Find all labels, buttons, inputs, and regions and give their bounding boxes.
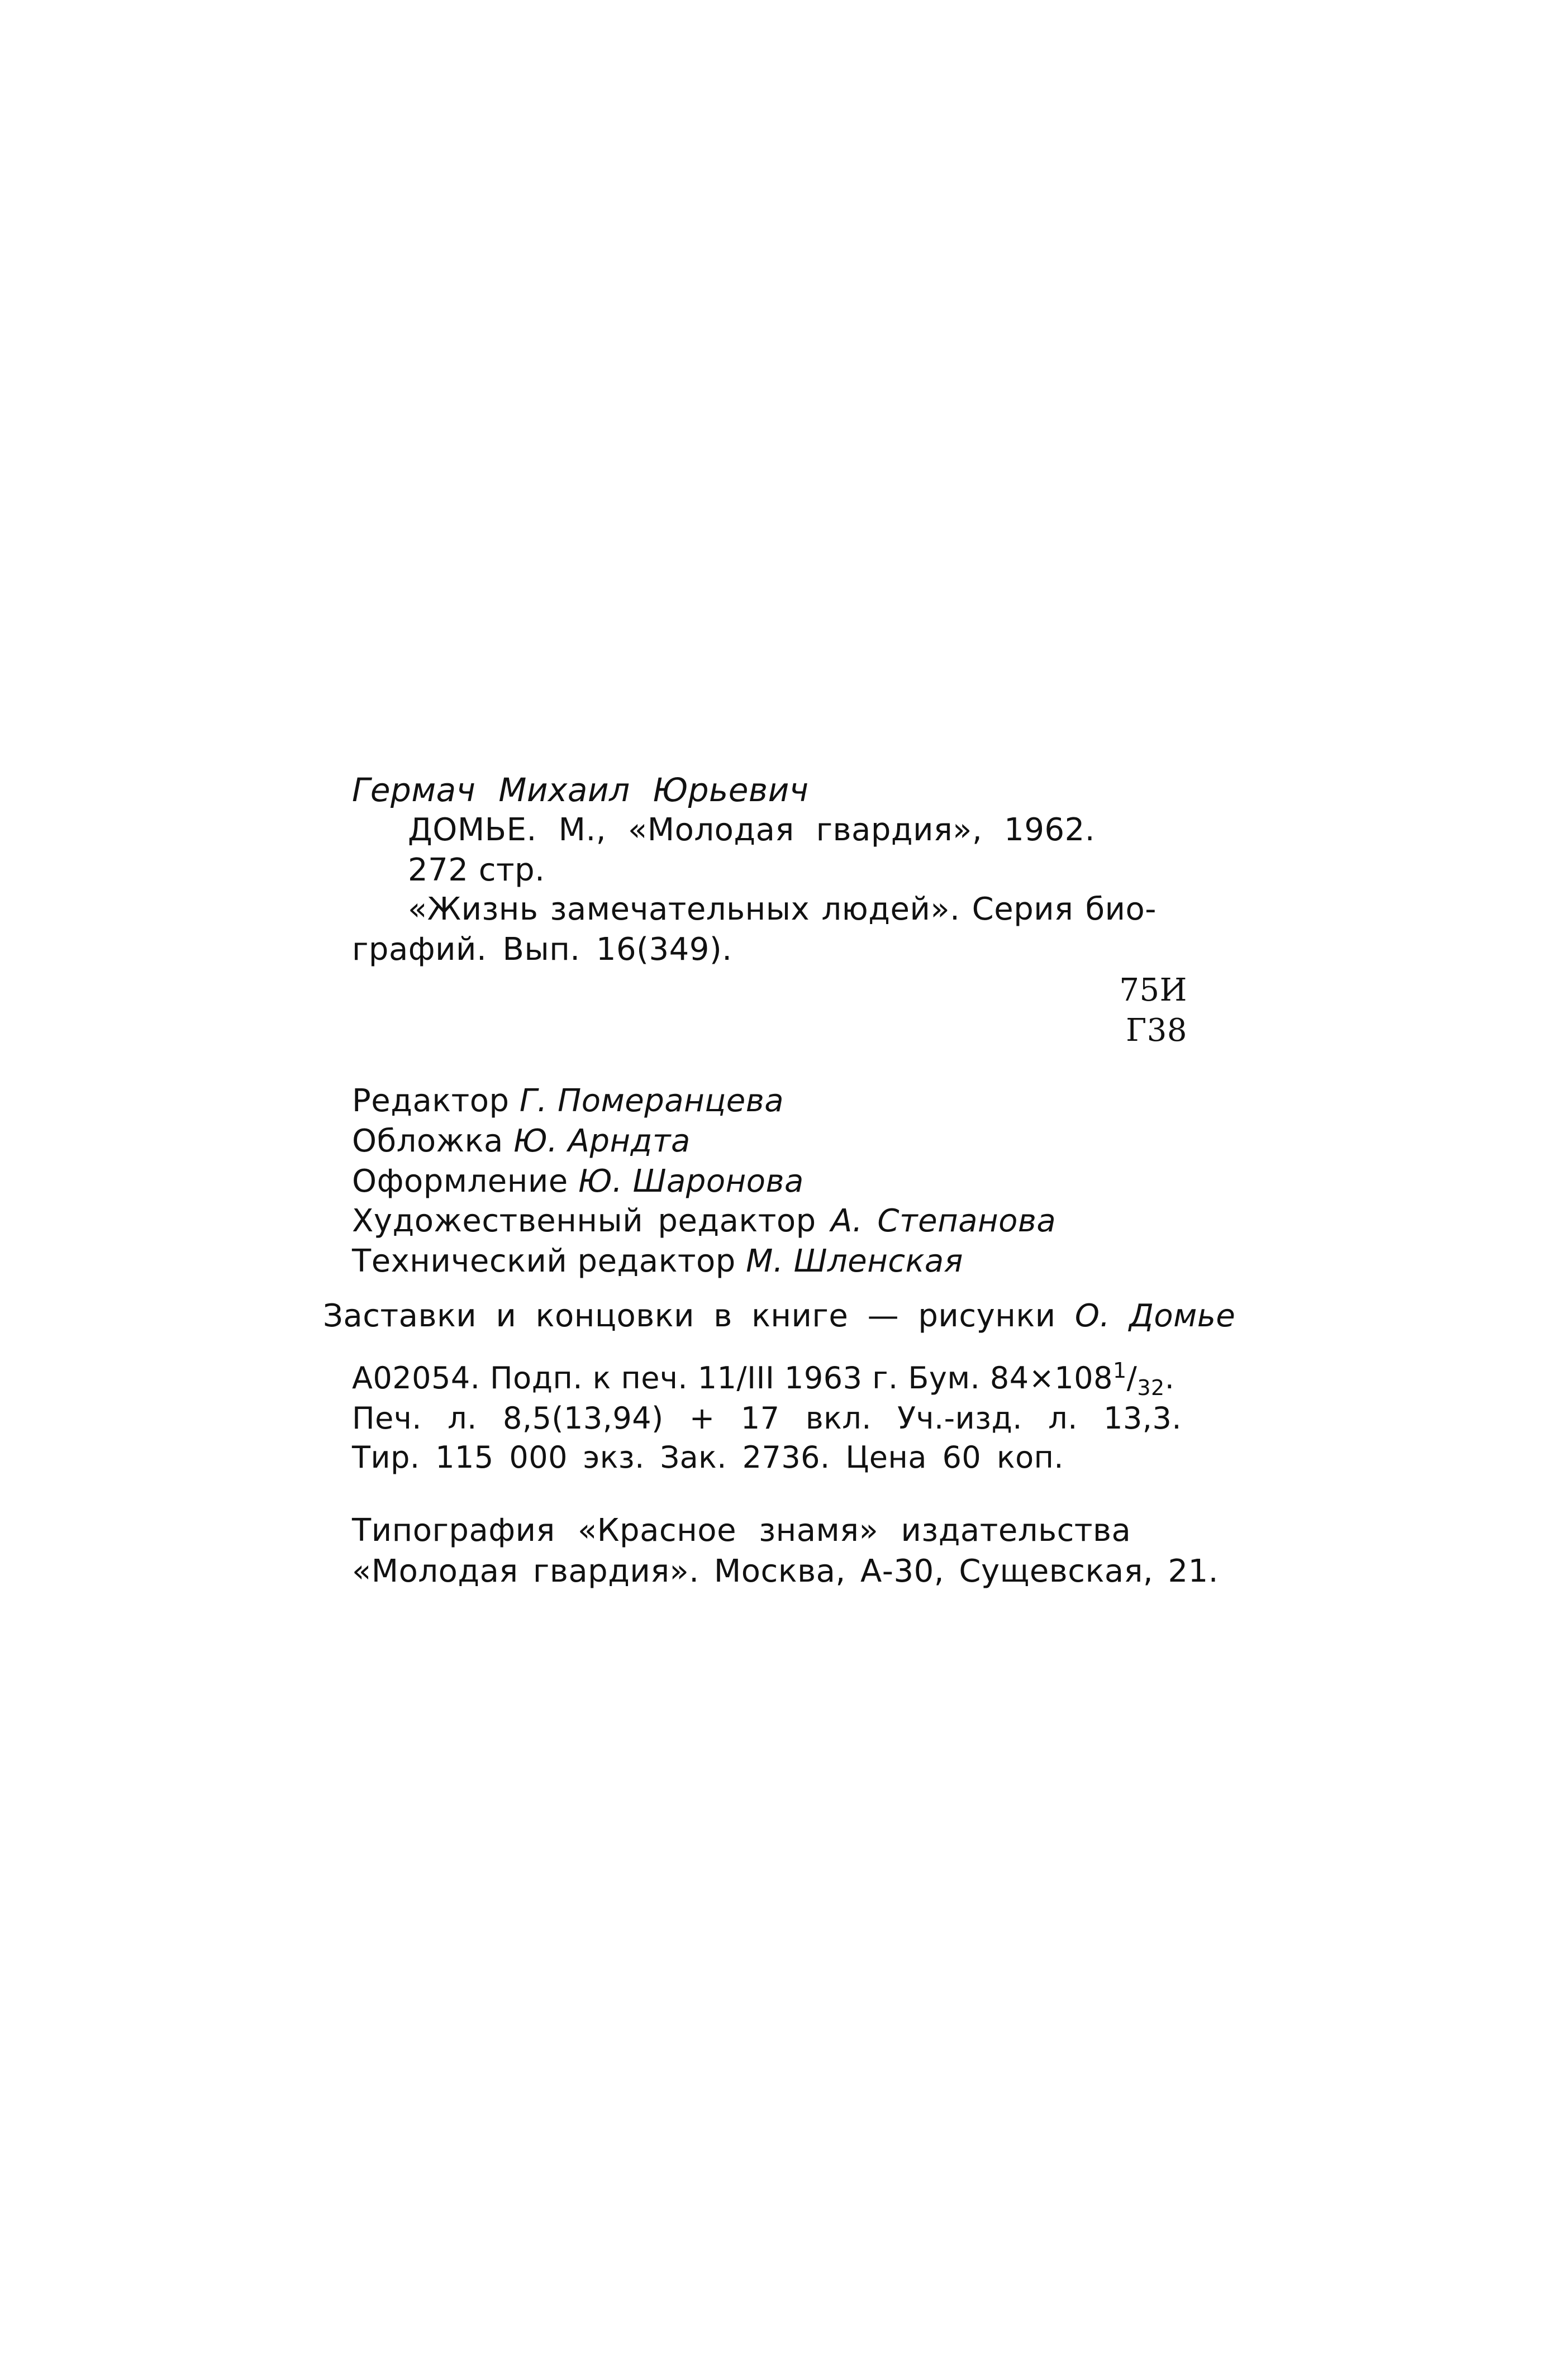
print-info-line-2: Печ. л. 8,5(13,94) + 17 вкл. Уч.-изд. л. 13,3. [352,1401,1182,1436]
fraction-slash: / [1126,1360,1138,1396]
illustrations-artist: О. Домье [1074,1298,1236,1334]
print-info-end: . [1164,1360,1175,1396]
credit-cover [352,1123,691,1159]
print-info-line-1 [352,1358,1175,1400]
credit-design [352,1163,804,1199]
bib-line-4: графий. Вып. 16(349). [352,931,732,968]
credit-person: А. Степанова [831,1203,1056,1239]
credit-role: Оформление [352,1163,568,1199]
credit-role: Обложка [352,1123,503,1159]
printer-line-1: Типография «Красное знамя» издательства [352,1512,1131,1549]
classification-code-1: 75И [1119,972,1187,1008]
credit-role: Редактор [352,1083,510,1119]
bib-line-1: ДОМЬЕ. М., «Молодая гвардия», 1962. [408,812,1095,848]
print-info-text: А02054. Подп. к печ. 11/III 1963 г. Бум. 84×108 [352,1360,1113,1396]
credit-tech-editor [352,1243,963,1279]
credit-art-editor [352,1203,1056,1239]
printer-line-2: «Молодая гвардия». Москва, А-30, Сущевская, 21. [352,1553,1219,1589]
illustrations-text: Заставки и концовки в книге — рисунки [323,1298,1056,1334]
fraction-numerator: 1 [1112,1358,1127,1383]
credit-person: Г. Померанцева [519,1083,784,1119]
credit-role: Технический редактор [352,1243,736,1279]
bib-line-2: 272 стр. [408,852,545,888]
illustrations-note [323,1298,1236,1334]
credit-person: М. Шленская [746,1243,963,1279]
credit-person: Ю. Арндта [513,1123,691,1159]
credit-person: Ю. Шаронова [578,1163,804,1199]
bib-line-3: «Жизнь замечательных людей». Серия био- [408,891,1156,927]
author-name: Гермач Михаил Юрьевич [352,771,809,809]
classification-code-2: Г38 [1126,1012,1187,1049]
print-info-line-3: Тир. 115 000 экз. Зак. 2736. Цена 60 коп. [352,1440,1064,1475]
credit-role: Художественный редактор [352,1203,816,1239]
credit-editor [352,1083,784,1119]
fraction-denominator: 32 [1137,1375,1165,1400]
